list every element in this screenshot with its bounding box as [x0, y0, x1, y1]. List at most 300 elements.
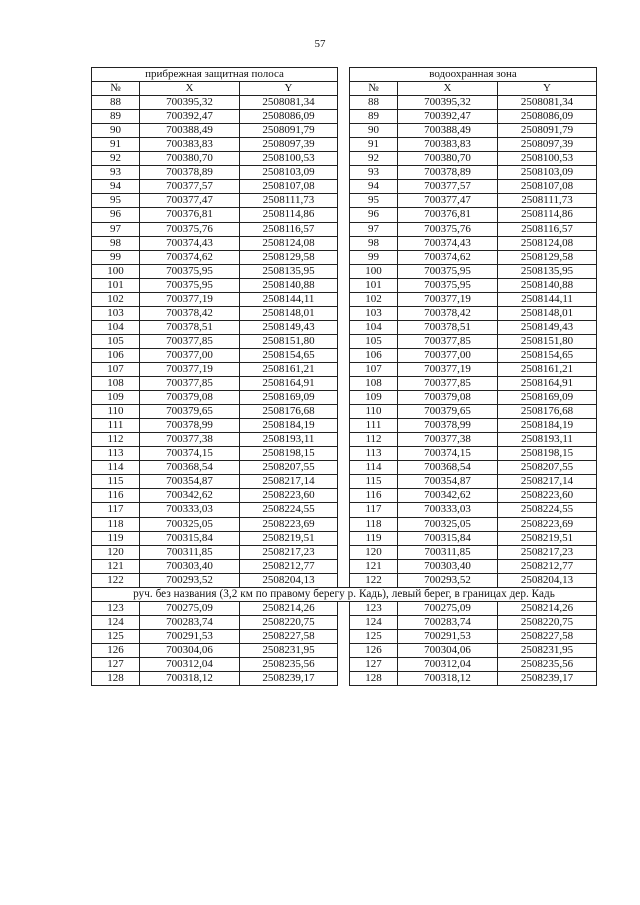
point-number-left: 119 [92, 531, 140, 545]
coord-x-left: 700325,05 [140, 517, 240, 531]
coord-x-left: 700354,87 [140, 475, 240, 489]
coord-y-left: 2508149,43 [240, 320, 338, 334]
col-header-y-right: Y [498, 82, 597, 96]
coord-y-left: 2508148,01 [240, 306, 338, 320]
column-gap [338, 110, 350, 124]
coord-y-left: 2508086,09 [240, 110, 338, 124]
column-gap [338, 194, 350, 208]
coord-x-left: 700368,54 [140, 461, 240, 475]
coord-x-left: 700377,85 [140, 334, 240, 348]
table-row [92, 475, 597, 489]
coord-x-left: 700375,95 [140, 278, 240, 292]
table-row [92, 573, 597, 587]
point-number-right: 101 [350, 278, 398, 292]
point-number-left: 128 [92, 672, 140, 686]
table-row [92, 629, 597, 643]
column-gap [338, 391, 350, 405]
section-title: руч. без названия (3,2 км по правому берегу р. Кадь), левый берег, в границах дер. Кадь [92, 587, 597, 601]
coord-y-left: 2508207,55 [240, 461, 338, 475]
coord-x-right: 700293,52 [398, 573, 498, 587]
coord-x-right: 700377,38 [398, 433, 498, 447]
point-number-left: 101 [92, 278, 140, 292]
point-number-right: 111 [350, 419, 398, 433]
column-gap [338, 489, 350, 503]
coord-y-right: 2508217,23 [498, 545, 597, 559]
coord-x-right: 700383,83 [398, 138, 498, 152]
coord-y-left: 2508227,58 [240, 629, 338, 643]
coord-y-left: 2508223,60 [240, 489, 338, 503]
coord-x-right: 700378,99 [398, 419, 498, 433]
point-number-right: 125 [350, 629, 398, 643]
point-number-left: 92 [92, 152, 140, 166]
table-row [92, 419, 597, 433]
column-gap [338, 531, 350, 545]
col-header-num-left: № [92, 82, 140, 96]
point-number-left: 105 [92, 334, 140, 348]
coord-x-right: 700377,85 [398, 334, 498, 348]
coord-y-left: 2508103,09 [240, 166, 338, 180]
coord-y-right: 2508176,68 [498, 405, 597, 419]
col-header-y-left: Y [240, 82, 338, 96]
table-row [92, 320, 597, 334]
column-gap [338, 250, 350, 264]
coord-x-right: 700377,19 [398, 362, 498, 376]
column-gap [338, 601, 350, 615]
coord-x-left: 700377,47 [140, 194, 240, 208]
page-number: 57 [314, 38, 326, 50]
coord-x-left: 700275,09 [140, 601, 240, 615]
column-gap [338, 559, 350, 573]
column-gap [338, 419, 350, 433]
point-number-left: 102 [92, 292, 140, 306]
coord-x-left: 700283,74 [140, 615, 240, 629]
coord-y-right: 2508144,11 [498, 292, 597, 306]
coord-y-left: 2508129,58 [240, 250, 338, 264]
coord-y-left: 2508235,56 [240, 657, 338, 671]
coord-x-left: 700378,51 [140, 320, 240, 334]
coord-y-left: 2508151,80 [240, 334, 338, 348]
coord-x-left: 700383,83 [140, 138, 240, 152]
coord-x-left: 700374,43 [140, 236, 240, 250]
coord-y-left: 2508091,79 [240, 124, 338, 138]
coord-x-left: 700374,62 [140, 250, 240, 264]
point-number-left: 114 [92, 461, 140, 475]
coord-x-right: 700342,62 [398, 489, 498, 503]
point-number-left: 107 [92, 362, 140, 376]
coord-y-left: 2508081,34 [240, 96, 338, 110]
point-number-right: 108 [350, 377, 398, 391]
coord-x-left: 700379,65 [140, 405, 240, 419]
col-header-num-right: № [350, 82, 398, 96]
point-number-left: 94 [92, 180, 140, 194]
coord-y-right: 2508097,39 [498, 138, 597, 152]
coord-x-right: 700378,89 [398, 166, 498, 180]
point-number-right: 95 [350, 194, 398, 208]
coord-x-right: 700275,09 [398, 601, 498, 615]
coord-x-right: 700318,12 [398, 672, 498, 686]
coord-y-left: 2508164,91 [240, 377, 338, 391]
coord-y-right: 2508161,21 [498, 362, 597, 376]
table-row [92, 222, 597, 236]
coord-x-right: 700368,54 [398, 461, 498, 475]
point-number-left: 125 [92, 629, 140, 643]
coord-y-right: 2508169,09 [498, 391, 597, 405]
point-number-right: 112 [350, 433, 398, 447]
point-number-left: 117 [92, 503, 140, 517]
table-row [92, 278, 597, 292]
coord-x-left: 700375,95 [140, 264, 240, 278]
point-number-left: 115 [92, 475, 140, 489]
column-gap [338, 362, 350, 376]
table-row [92, 531, 597, 545]
coord-y-right: 2508129,58 [498, 250, 597, 264]
point-number-left: 112 [92, 433, 140, 447]
coord-y-left: 2508124,08 [240, 236, 338, 250]
point-number-left: 121 [92, 559, 140, 573]
point-number-right: 118 [350, 517, 398, 531]
point-number-left: 91 [92, 138, 140, 152]
coord-y-left: 2508224,55 [240, 503, 338, 517]
column-gap [338, 138, 350, 152]
point-number-left: 100 [92, 264, 140, 278]
column-gap [338, 672, 350, 686]
coord-y-left: 2508223,69 [240, 517, 338, 531]
coord-x-right: 700377,57 [398, 180, 498, 194]
point-number-right: 102 [350, 292, 398, 306]
table-row [92, 180, 597, 194]
coord-x-left: 700303,40 [140, 559, 240, 573]
table-row [92, 377, 597, 391]
coord-x-left: 700333,03 [140, 503, 240, 517]
table-row [92, 615, 597, 629]
column-gap [338, 615, 350, 629]
point-number-right: 124 [350, 615, 398, 629]
coord-x-right: 700303,40 [398, 559, 498, 573]
point-number-left: 95 [92, 194, 140, 208]
coord-x-right: 700315,84 [398, 531, 498, 545]
column-gap [338, 573, 350, 587]
coord-y-right: 2508100,53 [498, 152, 597, 166]
point-number-left: 103 [92, 306, 140, 320]
coord-x-left: 700378,42 [140, 306, 240, 320]
coord-y-right: 2508086,09 [498, 110, 597, 124]
column-gap [338, 292, 350, 306]
coord-y-right: 2508224,55 [498, 503, 597, 517]
point-number-right: 106 [350, 348, 398, 362]
coord-x-left: 700388,49 [140, 124, 240, 138]
coord-y-left: 2508184,19 [240, 419, 338, 433]
column-gap [338, 152, 350, 166]
coord-y-right: 2508124,08 [498, 236, 597, 250]
coord-x-right: 700379,08 [398, 391, 498, 405]
column-gap [338, 405, 350, 419]
coord-x-right: 700377,85 [398, 377, 498, 391]
point-number-left: 108 [92, 377, 140, 391]
point-number-right: 120 [350, 545, 398, 559]
coord-y-right: 2508116,57 [498, 222, 597, 236]
table-row [92, 643, 597, 657]
coord-y-left: 2508217,14 [240, 475, 338, 489]
point-number-left: 124 [92, 615, 140, 629]
table-row [92, 110, 597, 124]
point-number-right: 117 [350, 503, 398, 517]
table-row [92, 96, 597, 110]
column-gap [338, 377, 350, 391]
point-number-right: 123 [350, 601, 398, 615]
table-row [92, 405, 597, 419]
coord-x-right: 700375,95 [398, 278, 498, 292]
coord-x-left: 700311,85 [140, 545, 240, 559]
coord-x-left: 700395,32 [140, 96, 240, 110]
coord-x-right: 700283,74 [398, 615, 498, 629]
coord-x-left: 700375,76 [140, 222, 240, 236]
coord-x-left: 700377,57 [140, 180, 240, 194]
coord-x-left: 700378,89 [140, 166, 240, 180]
coord-y-left: 2508169,09 [240, 391, 338, 405]
coord-x-right: 700377,47 [398, 194, 498, 208]
point-number-right: 110 [350, 405, 398, 419]
coord-y-right: 2508091,79 [498, 124, 597, 138]
point-number-right: 99 [350, 250, 398, 264]
coord-y-right: 2508239,17 [498, 672, 597, 686]
point-number-left: 88 [92, 96, 140, 110]
point-number-left: 110 [92, 405, 140, 419]
coord-y-right: 2508103,09 [498, 166, 597, 180]
coord-x-right: 700377,00 [398, 348, 498, 362]
table-row [92, 362, 597, 376]
col-header-x-left: X [140, 82, 240, 96]
point-number-right: 105 [350, 334, 398, 348]
coord-y-right: 2508107,08 [498, 180, 597, 194]
point-number-right: 116 [350, 489, 398, 503]
column-header-row [92, 82, 597, 96]
point-number-right: 97 [350, 222, 398, 236]
coord-x-left: 700315,84 [140, 531, 240, 545]
coord-y-right: 2508219,51 [498, 531, 597, 545]
point-number-left: 93 [92, 166, 140, 180]
column-gap [338, 334, 350, 348]
group-title-right: водоохранная зона [350, 68, 597, 82]
coord-y-left: 2508212,77 [240, 559, 338, 573]
coordinates-table [91, 67, 597, 686]
point-number-right: 127 [350, 657, 398, 671]
coord-y-right: 2508193,11 [498, 433, 597, 447]
coord-x-right: 700395,32 [398, 96, 498, 110]
coord-y-right: 2508148,01 [498, 306, 597, 320]
point-number-right: 128 [350, 672, 398, 686]
point-number-right: 94 [350, 180, 398, 194]
point-number-right: 121 [350, 559, 398, 573]
coord-y-right: 2508140,88 [498, 278, 597, 292]
table-row [92, 447, 597, 461]
column-gap [338, 461, 350, 475]
coord-x-left: 700342,62 [140, 489, 240, 503]
coord-y-left: 2508097,39 [240, 138, 338, 152]
coord-x-right: 700354,87 [398, 475, 498, 489]
point-number-left: 97 [92, 222, 140, 236]
point-number-left: 104 [92, 320, 140, 334]
point-number-right: 90 [350, 124, 398, 138]
table-row [92, 517, 597, 531]
coord-y-left: 2508214,26 [240, 601, 338, 615]
point-number-left: 106 [92, 348, 140, 362]
table-row [92, 559, 597, 573]
column-gap [338, 306, 350, 320]
point-number-right: 100 [350, 264, 398, 278]
coord-y-right: 2508184,19 [498, 419, 597, 433]
coord-y-right: 2508204,13 [498, 573, 597, 587]
column-gap [338, 208, 350, 222]
column-gap [338, 503, 350, 517]
coord-x-right: 700375,76 [398, 222, 498, 236]
column-gap [338, 433, 350, 447]
coord-y-right: 2508164,91 [498, 377, 597, 391]
coord-y-left: 2508217,23 [240, 545, 338, 559]
table-row [92, 545, 597, 559]
coord-y-right: 2508151,80 [498, 334, 597, 348]
table-row [92, 657, 597, 671]
table-row [92, 348, 597, 362]
coord-x-right: 700378,51 [398, 320, 498, 334]
point-number-left: 90 [92, 124, 140, 138]
table-row [92, 124, 597, 138]
coord-x-right: 700379,65 [398, 405, 498, 419]
group-header-row [92, 68, 597, 82]
coord-x-right: 700392,47 [398, 110, 498, 124]
coord-x-right: 700376,81 [398, 208, 498, 222]
coord-y-right: 2508198,15 [498, 447, 597, 461]
point-number-left: 109 [92, 391, 140, 405]
coord-x-right: 700304,06 [398, 643, 498, 657]
column-gap [338, 447, 350, 461]
coord-x-right: 700312,04 [398, 657, 498, 671]
coord-x-left: 700376,81 [140, 208, 240, 222]
point-number-right: 91 [350, 138, 398, 152]
table-row [92, 334, 597, 348]
coord-y-right: 2508231,95 [498, 643, 597, 657]
coord-x-left: 700293,52 [140, 573, 240, 587]
point-number-left: 116 [92, 489, 140, 503]
coord-y-left: 2508114,86 [240, 208, 338, 222]
coord-x-left: 700378,99 [140, 419, 240, 433]
coord-y-left: 2508231,95 [240, 643, 338, 657]
table-row [92, 138, 597, 152]
coord-y-right: 2508223,60 [498, 489, 597, 503]
column-gap [338, 278, 350, 292]
point-number-left: 96 [92, 208, 140, 222]
coord-x-right: 700375,95 [398, 264, 498, 278]
column-gap [338, 517, 350, 531]
coord-y-left: 2508176,68 [240, 405, 338, 419]
coord-y-right: 2508212,77 [498, 559, 597, 573]
column-gap [338, 629, 350, 643]
coord-y-right: 2508220,75 [498, 615, 597, 629]
table-row [92, 236, 597, 250]
coord-x-left: 700318,12 [140, 672, 240, 686]
coord-x-right: 700311,85 [398, 545, 498, 559]
col-header-x-right: X [398, 82, 498, 96]
coord-y-left: 2508100,53 [240, 152, 338, 166]
coord-x-left: 700377,19 [140, 292, 240, 306]
table-row [92, 250, 597, 264]
point-number-right: 92 [350, 152, 398, 166]
coord-x-right: 700378,42 [398, 306, 498, 320]
coord-y-left: 2508116,57 [240, 222, 338, 236]
coord-y-left: 2508144,11 [240, 292, 338, 306]
point-number-left: 113 [92, 447, 140, 461]
coord-x-left: 700377,00 [140, 348, 240, 362]
point-number-left: 99 [92, 250, 140, 264]
coord-y-left: 2508204,13 [240, 573, 338, 587]
coord-x-right: 700291,53 [398, 629, 498, 643]
coord-x-left: 700392,47 [140, 110, 240, 124]
coord-x-left: 700304,06 [140, 643, 240, 657]
coord-x-left: 700374,15 [140, 447, 240, 461]
point-number-right: 93 [350, 166, 398, 180]
point-number-right: 98 [350, 236, 398, 250]
point-number-left: 122 [92, 573, 140, 587]
table-row [92, 672, 597, 686]
column-gap [338, 222, 350, 236]
point-number-right: 89 [350, 110, 398, 124]
column-gap [338, 166, 350, 180]
coord-y-right: 2508235,56 [498, 657, 597, 671]
table-row [92, 433, 597, 447]
coord-y-right: 2508114,86 [498, 208, 597, 222]
point-number-left: 126 [92, 643, 140, 657]
point-number-right: 107 [350, 362, 398, 376]
point-number-right: 96 [350, 208, 398, 222]
table-row [92, 306, 597, 320]
point-number-right: 126 [350, 643, 398, 657]
column-gap [338, 264, 350, 278]
point-number-left: 118 [92, 517, 140, 531]
point-number-right: 109 [350, 391, 398, 405]
coord-x-left: 700291,53 [140, 629, 240, 643]
column-gap [338, 236, 350, 250]
coord-x-right: 700380,70 [398, 152, 498, 166]
point-number-left: 120 [92, 545, 140, 559]
column-gap [338, 82, 350, 96]
table-row [92, 152, 597, 166]
coord-y-left: 2508198,15 [240, 447, 338, 461]
column-gap [338, 657, 350, 671]
column-gap [338, 643, 350, 657]
group-title-left: прибрежная защитная полоса [92, 68, 338, 82]
coord-x-left: 700312,04 [140, 657, 240, 671]
table-row [92, 194, 597, 208]
point-number-right: 114 [350, 461, 398, 475]
coord-x-right: 700374,43 [398, 236, 498, 250]
coord-x-right: 700374,62 [398, 250, 498, 264]
section-title-row [92, 587, 597, 601]
table-row [92, 264, 597, 278]
coord-x-right: 700325,05 [398, 517, 498, 531]
coord-y-right: 2508081,34 [498, 96, 597, 110]
coord-y-left: 2508220,75 [240, 615, 338, 629]
coord-y-right: 2508207,55 [498, 461, 597, 475]
table-row [92, 292, 597, 306]
coord-x-left: 700379,08 [140, 391, 240, 405]
coord-x-right: 700374,15 [398, 447, 498, 461]
column-gap [338, 545, 350, 559]
column-gap [338, 68, 350, 82]
column-gap [338, 180, 350, 194]
coord-x-left: 700380,70 [140, 152, 240, 166]
table-row [92, 166, 597, 180]
point-number-left: 98 [92, 236, 140, 250]
point-number-right: 113 [350, 447, 398, 461]
